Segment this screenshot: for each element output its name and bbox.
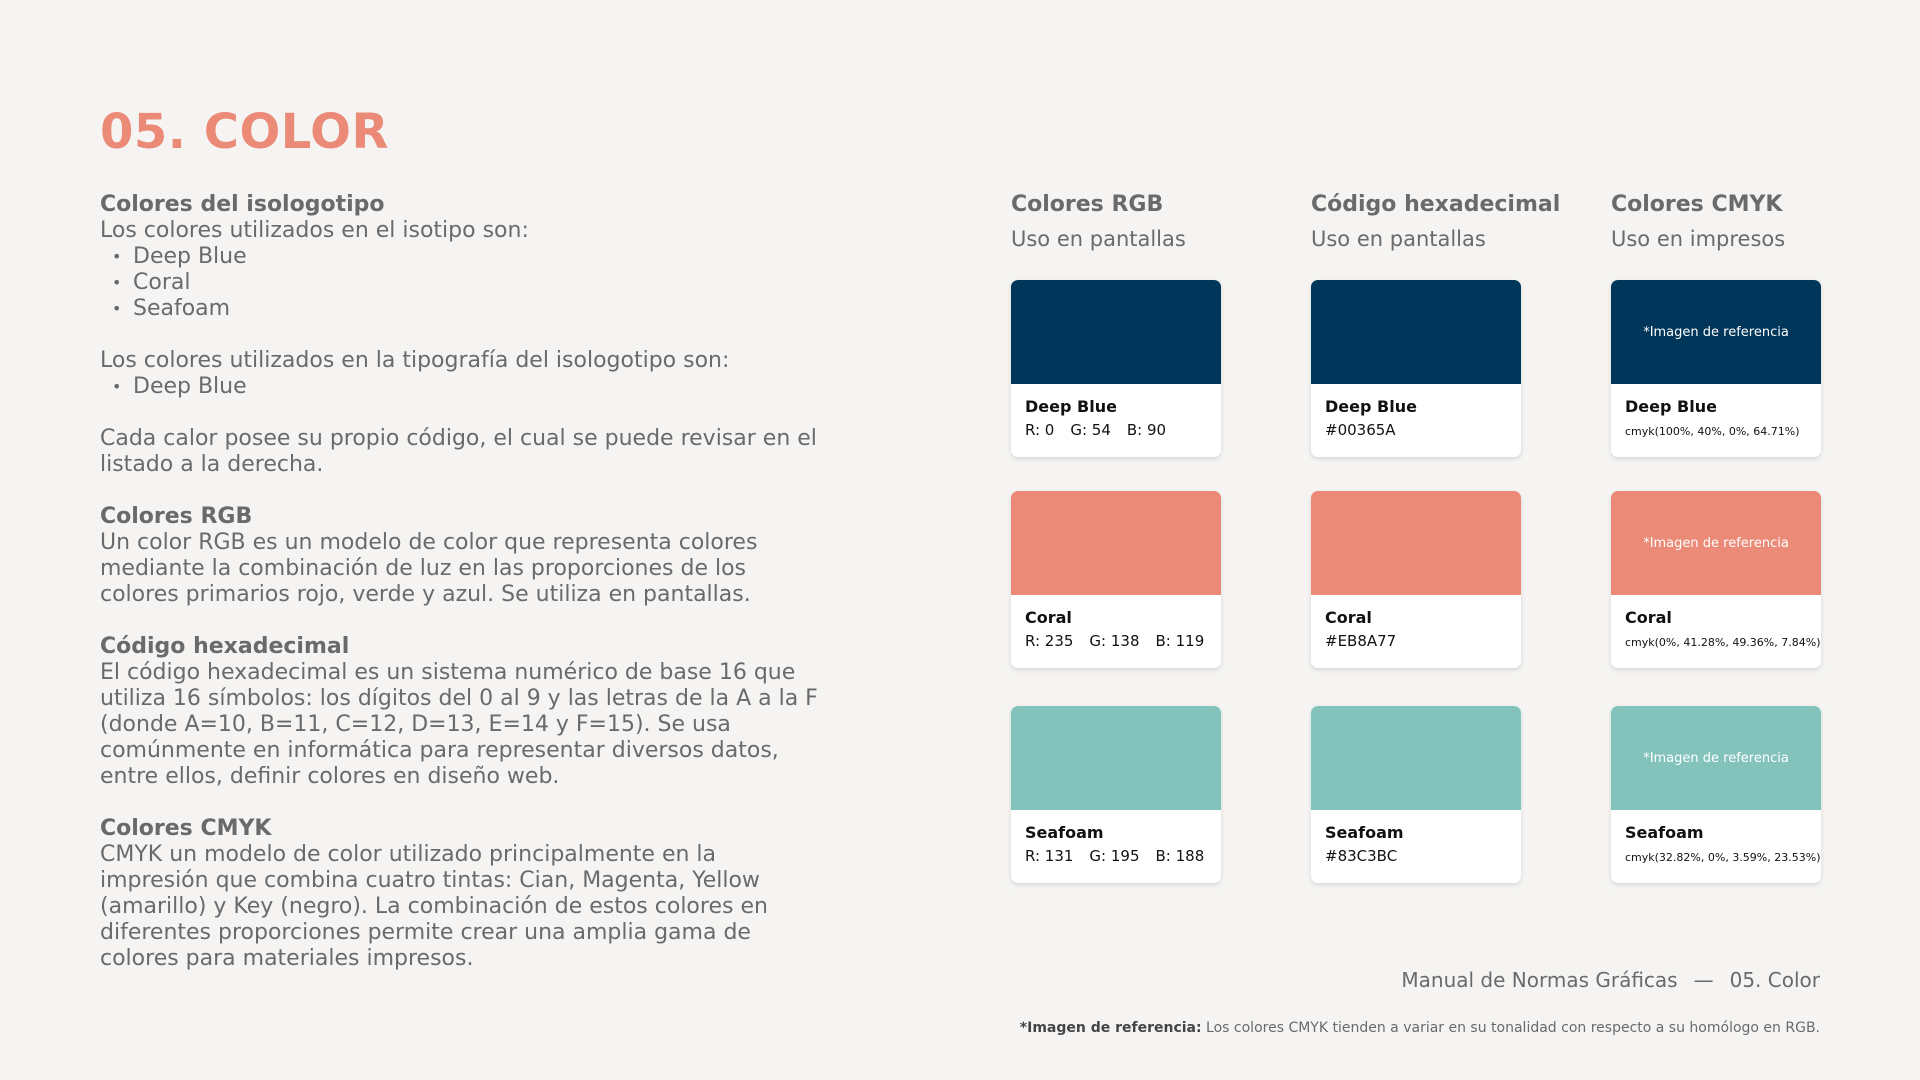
rgb-card-coral	[1011, 491, 1221, 668]
footnote-label: *Imagen de referencia:	[1019, 1020, 1202, 1036]
color-name: Seafoam	[1625, 823, 1704, 842]
color-swatch	[1011, 280, 1221, 384]
hex-card-coral	[1311, 491, 1521, 668]
hex-value: #83C3BC	[1325, 847, 1398, 865]
hex-value: #00365A	[1325, 421, 1396, 439]
description-column	[100, 192, 820, 972]
hex-column-subtitle: Uso en pantallas	[1311, 227, 1486, 251]
list-item: • Deep Blue	[112, 374, 820, 400]
rgb-g: G: 138	[1089, 632, 1140, 650]
rgb-b: B: 188	[1155, 847, 1205, 865]
color-swatch	[1311, 280, 1521, 384]
isologo-heading: Colores del isologotipo	[100, 192, 385, 217]
hex-heading: Código hexadecimal	[100, 634, 350, 659]
tipografia-intro: Los colores utilizados en la tipografía del isologotipo son:	[100, 348, 730, 373]
isotipo-intro: Los colores utilizados en el isotipo son:	[100, 218, 529, 243]
isotipo-color-list	[100, 244, 820, 322]
cmyk-text: CMYK un modelo de color utilizado principalmente en la impresión que combina cuatro tintas: Cian, Magenta, Yellow (amarillo) y Key (negro). La combinación de estos colores en diferentes proporciones permite crear una amplia gama de colores para materiales impresos.	[100, 842, 768, 971]
color-name: Coral	[1325, 608, 1372, 627]
hex-text: El código hexadecimal es un sistema numérico de base 16 que utiliza 16 símbolos: los dígitos del 0 al 9 y las letras de la A a la F (donde A=10, B=11, C=12, D=13, E=14 y F=15). Se usa comúnmente en informática para representar diversos datos, entre ellos, definir colores en diseño web.	[100, 660, 818, 789]
codigo-note: Cada calor posee su propio código, el cual se puede revisar en el listado a la derecha.	[100, 426, 817, 477]
cmyk-value: cmyk(32.82%, 0%, 3.59%, 23.53%)	[1625, 851, 1821, 864]
footnote-text: Los colores CMYK tienden a variar en su tonalidad con respecto a su homólogo en RGB.	[1201, 1020, 1820, 1036]
list-item: • Coral	[112, 270, 820, 296]
cmyk-value: cmyk(100%, 40%, 0%, 64.71%)	[1625, 425, 1800, 438]
rgb-values	[1025, 421, 1207, 439]
rgb-r: R: 131	[1025, 847, 1074, 865]
color-name: Coral	[1025, 608, 1072, 627]
cmyk-card-coral	[1611, 491, 1821, 668]
color-swatch	[1611, 280, 1821, 384]
hex-column-title: Código hexadecimal	[1311, 192, 1561, 217]
color-swatch	[1011, 491, 1221, 595]
rgb-heading: Colores RGB	[100, 504, 253, 529]
rgb-values	[1025, 632, 1207, 650]
cmyk-heading: Colores CMYK	[100, 816, 272, 841]
rgb-b: B: 90	[1126, 421, 1167, 439]
hex-card-deep-blue	[1311, 280, 1521, 457]
color-swatch	[1611, 706, 1821, 810]
rgb-card-deep-blue	[1011, 280, 1221, 457]
rgb-r: R: 0	[1025, 421, 1055, 439]
rgb-values	[1025, 847, 1207, 865]
color-name: Seafoam	[1325, 823, 1404, 842]
reference-label: *Imagen de referencia	[1643, 535, 1789, 551]
rgb-r: R: 235	[1025, 632, 1074, 650]
rgb-text: Un color RGB es un modelo de color que representa colores mediante la combinación de luz en las proporciones de los colores primarios rojo, verde y azul. Se utiliza en pantallas.	[100, 530, 758, 607]
color-name: Deep Blue	[1325, 397, 1417, 416]
reference-label: *Imagen de referencia	[1643, 324, 1789, 340]
manual-name: Manual de Normas Gráficas	[1401, 968, 1678, 992]
footer-title	[1401, 968, 1820, 992]
hex-card-seafoam	[1311, 706, 1521, 883]
cmyk-column-header	[1611, 192, 1871, 251]
cmyk-value: cmyk(0%, 41.28%, 49.36%, 7.84%)	[1625, 636, 1821, 649]
rgb-b: B: 119	[1155, 632, 1205, 650]
color-name: Deep Blue	[1025, 397, 1117, 416]
color-swatch	[1611, 491, 1821, 595]
color-swatch	[1311, 491, 1521, 595]
footer-dash: —	[1693, 968, 1714, 992]
color-name: Deep Blue	[1625, 397, 1717, 416]
page-title: 05. COLOR	[100, 104, 389, 160]
list-item: • Seafoam	[112, 296, 820, 322]
rgb-g: G: 54	[1070, 421, 1111, 439]
cmyk-card-seafoam	[1611, 706, 1821, 883]
rgb-column-title: Colores RGB	[1011, 192, 1164, 217]
rgb-column-subtitle: Uso en pantallas	[1011, 227, 1186, 251]
color-swatch	[1311, 706, 1521, 810]
color-swatch	[1011, 706, 1221, 810]
tipografia-color-list	[100, 374, 820, 400]
rgb-column-header	[1011, 192, 1271, 251]
cmyk-card-deep-blue	[1611, 280, 1821, 457]
color-name: Seafoam	[1025, 823, 1104, 842]
cmyk-column-title: Colores CMYK	[1611, 192, 1783, 217]
footnote	[1020, 1020, 1820, 1036]
rgb-g: G: 195	[1089, 847, 1140, 865]
color-name: Coral	[1625, 608, 1672, 627]
list-item: • Deep Blue	[112, 244, 820, 270]
rgb-card-seafoam	[1011, 706, 1221, 883]
hex-column-header	[1311, 192, 1571, 251]
cmyk-column-subtitle: Uso en impresos	[1611, 227, 1786, 251]
reference-label: *Imagen de referencia	[1643, 750, 1789, 766]
section-name: 05. Color	[1729, 968, 1820, 992]
hex-value: #EB8A77	[1325, 632, 1397, 650]
